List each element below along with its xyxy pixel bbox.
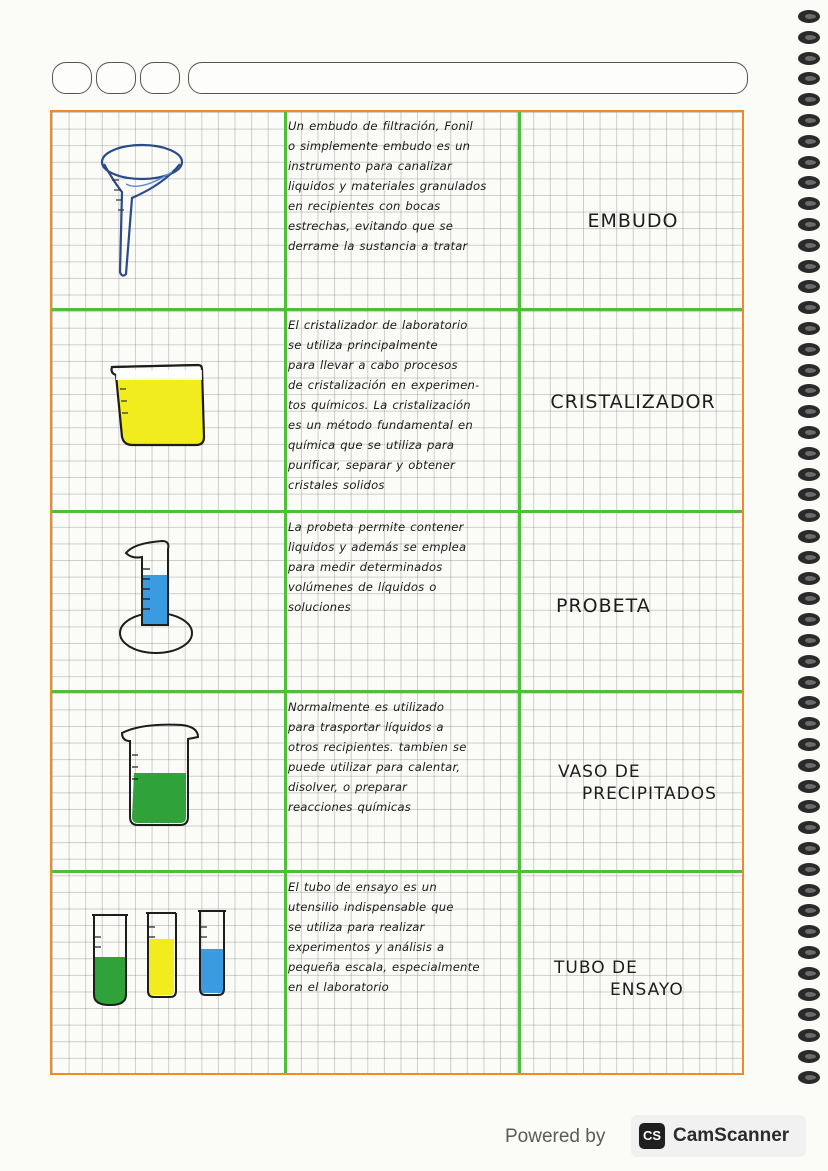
spiral-ring bbox=[798, 384, 820, 397]
spiral-ring bbox=[798, 592, 820, 605]
spiral-binding bbox=[798, 10, 824, 1090]
table-row bbox=[52, 311, 742, 510]
spiral-ring bbox=[798, 780, 820, 793]
spiral-ring bbox=[798, 488, 820, 501]
camscanner-badge bbox=[631, 1115, 806, 1157]
camscanner-logo-icon: CS bbox=[639, 1123, 665, 1149]
spiral-ring bbox=[798, 426, 820, 439]
spiral-ring bbox=[798, 405, 820, 418]
spiral-ring bbox=[798, 988, 820, 1001]
notebook-table bbox=[50, 110, 744, 1075]
description-text: El tubo de ensayo es un utensilio indispensable que se utiliza para realizar experimentos y análisis a pequeña escala, especialmente en el laboratorio bbox=[288, 880, 480, 994]
spiral-ring bbox=[798, 364, 820, 377]
spiral-ring bbox=[798, 551, 820, 564]
spiral-ring bbox=[798, 925, 820, 938]
spiral-ring bbox=[798, 31, 820, 44]
header-bubble bbox=[52, 62, 92, 94]
spiral-ring bbox=[798, 509, 820, 522]
table-row bbox=[52, 112, 742, 308]
spiral-ring bbox=[798, 301, 820, 314]
spiral-ring bbox=[798, 696, 820, 709]
test-tubes-icon bbox=[52, 873, 284, 1073]
funnel-icon bbox=[52, 112, 284, 308]
spiral-ring bbox=[798, 72, 820, 85]
table-row bbox=[52, 693, 742, 870]
spiral-ring bbox=[798, 1029, 820, 1042]
spiral-ring bbox=[798, 759, 820, 772]
instrument-name: VASO DE PRECIPITADOS bbox=[558, 762, 717, 804]
spiral-ring bbox=[798, 904, 820, 917]
spiral-ring bbox=[798, 239, 820, 252]
spiral-ring bbox=[798, 10, 820, 23]
camscanner-brand: CamScanner bbox=[673, 1125, 790, 1146]
spiral-ring bbox=[798, 343, 820, 356]
spiral-ring bbox=[798, 260, 820, 273]
spiral-ring bbox=[798, 634, 820, 647]
spiral-ring bbox=[798, 197, 820, 210]
spiral-ring bbox=[798, 676, 820, 689]
spiral-ring bbox=[798, 322, 820, 335]
spiral-ring bbox=[798, 613, 820, 626]
header-bubble bbox=[96, 62, 136, 94]
spiral-ring bbox=[798, 863, 820, 876]
spiral-ring bbox=[798, 821, 820, 834]
spiral-ring bbox=[798, 218, 820, 231]
spiral-ring bbox=[798, 52, 820, 65]
beaker-icon bbox=[52, 693, 284, 870]
spiral-ring bbox=[798, 572, 820, 585]
crystallizer-icon bbox=[52, 311, 284, 510]
spiral-ring bbox=[798, 1008, 820, 1021]
powered-by-label: Powered by bbox=[505, 1126, 606, 1147]
description-text: La probeta permite contener liquidos y además se emplea para medir determinados volúmenes de líquidos o soluciones bbox=[288, 520, 467, 614]
instrument-name: CRISTALIZADOR bbox=[550, 391, 716, 413]
instrument-name: TUBO DE ENSAYO bbox=[554, 958, 684, 1000]
spiral-ring bbox=[798, 967, 820, 980]
table-row bbox=[52, 873, 742, 1073]
spiral-ring bbox=[798, 447, 820, 460]
instrument-name: PROBETA bbox=[556, 595, 651, 617]
spiral-ring bbox=[798, 1071, 820, 1084]
table-row bbox=[52, 513, 742, 690]
spiral-ring bbox=[798, 842, 820, 855]
spiral-ring bbox=[798, 530, 820, 543]
spiral-ring bbox=[798, 280, 820, 293]
spiral-ring bbox=[798, 717, 820, 730]
spiral-ring bbox=[798, 738, 820, 751]
header-title-bar bbox=[188, 62, 748, 94]
spiral-ring bbox=[798, 176, 820, 189]
spiral-ring bbox=[798, 884, 820, 897]
graduated-cylinder-icon bbox=[52, 513, 284, 690]
spiral-ring bbox=[798, 946, 820, 959]
header-bubble bbox=[140, 62, 180, 94]
camscanner-watermark bbox=[505, 1115, 808, 1159]
spiral-ring bbox=[798, 114, 820, 127]
spiral-ring bbox=[798, 156, 820, 169]
spiral-ring bbox=[798, 800, 820, 813]
spiral-ring bbox=[798, 468, 820, 481]
spiral-ring bbox=[798, 655, 820, 668]
description-text: El cristalizador de laboratorio se utiliza principalmente para llevar a cabo procesos de cristalización en experimen- tos químicos. La cristalización es un método fundamental en química que se utiliza para purificar, separar y obtener cristales solidos bbox=[288, 318, 480, 492]
instrument-name: EMBUDO bbox=[587, 210, 679, 232]
spiral-ring bbox=[798, 1050, 820, 1063]
description-text: Normalmente es utilizado para trasportar líquidos a otros recipientes. tambien se puede utilizar para calentar, disolver, o preparar reacciones químicas bbox=[288, 700, 467, 814]
description-text: Un embudo de filtración, Fonil o simplemente embudo es un instrumento para canalizar liquidos y materiales granulados en recipientes con bocas estrechas, evitando que se derrame la sustancia a tratar bbox=[288, 119, 487, 253]
spiral-ring bbox=[798, 93, 820, 106]
spiral-ring bbox=[798, 135, 820, 148]
